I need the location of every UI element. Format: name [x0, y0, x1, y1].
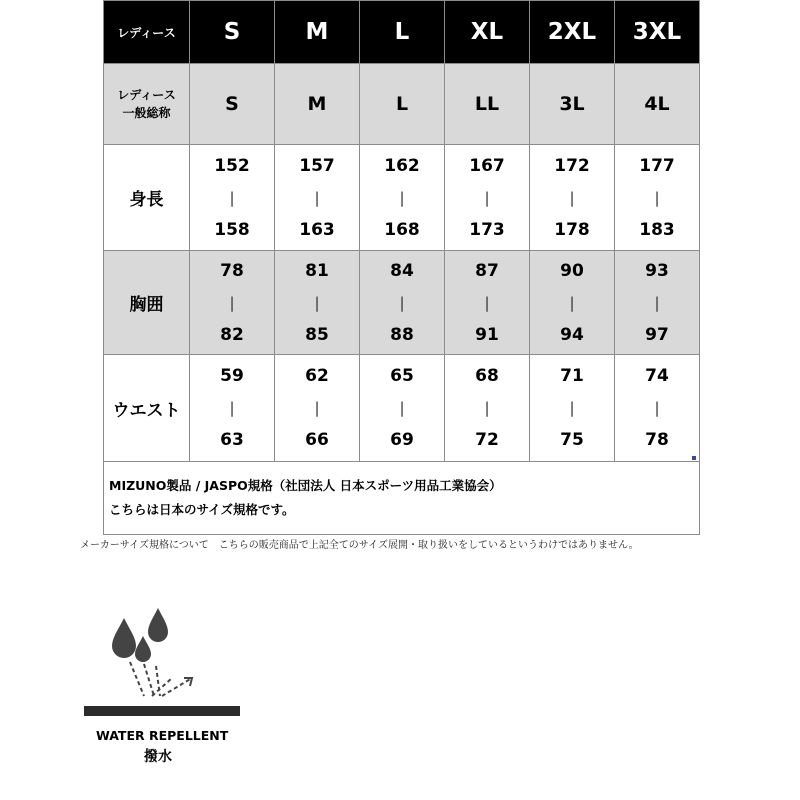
note-line1: MIZUNO製品 / JASPO規格（社団法人 日本スポーツ用品工業協会）	[109, 478, 502, 493]
range-min: 172	[554, 155, 590, 176]
range-min: 90	[560, 260, 584, 281]
water-repellent-sub: 撥水	[144, 749, 172, 765]
range-min: 81	[305, 260, 329, 281]
range-max: 163	[299, 219, 335, 240]
height-row	[104, 145, 700, 251]
header-size-m: M	[275, 1, 360, 64]
range-min: 59	[220, 366, 244, 386]
measurement-label: 胸囲	[104, 251, 190, 355]
measurement-label: ウエスト	[104, 355, 190, 462]
range-max: 72	[475, 430, 499, 450]
range-max: 82	[220, 324, 244, 345]
range-separator: |	[569, 188, 575, 207]
corner-marker	[692, 456, 696, 460]
range-min: 157	[299, 155, 335, 176]
range-cell	[530, 251, 615, 355]
range-cell	[360, 355, 445, 462]
range-separator: |	[229, 293, 235, 312]
general-size-cell: L	[360, 64, 445, 145]
range-max: 69	[390, 430, 414, 450]
range-separator: |	[484, 399, 490, 417]
waist-row	[104, 355, 700, 462]
bust-row	[104, 251, 700, 355]
range-cell	[615, 251, 700, 355]
range-min: 71	[560, 366, 584, 386]
water-repellent-label: WATER REPELLENT	[96, 728, 229, 743]
range-separator: |	[654, 188, 660, 207]
range-max: 75	[560, 430, 584, 450]
range-min: 62	[305, 366, 329, 386]
general-size-cell: LL	[445, 64, 530, 145]
general-size-cell: 3L	[530, 64, 615, 145]
size-chart-table	[103, 0, 700, 535]
range-separator: |	[399, 188, 405, 207]
range-min: 177	[639, 155, 675, 176]
range-separator: |	[314, 399, 320, 417]
range-cell	[360, 145, 445, 251]
range-separator: |	[654, 399, 660, 417]
header-size-l: L	[360, 1, 445, 64]
size-header-row	[104, 1, 700, 64]
range-max: 85	[305, 324, 329, 345]
general-size-cell: M	[275, 64, 360, 145]
range-cell	[615, 145, 700, 251]
general-size-cell: S	[190, 64, 275, 145]
header-size-xl: XL	[445, 1, 530, 64]
general-label-line1: レディース	[117, 88, 176, 102]
range-min: 78	[220, 260, 244, 281]
general-size-cell: 4L	[615, 64, 700, 145]
water-drops-icon	[82, 600, 242, 728]
range-separator: |	[229, 399, 235, 417]
header-label: レディース	[104, 1, 190, 64]
range-cell	[275, 145, 360, 251]
general-label	[104, 64, 190, 145]
range-max: 66	[305, 430, 329, 450]
range-separator: |	[654, 293, 660, 312]
range-cell	[275, 355, 360, 462]
note-cell	[104, 462, 700, 535]
range-separator: |	[569, 293, 575, 312]
range-cell	[360, 251, 445, 355]
range-cell	[445, 251, 530, 355]
header-size-3xl: 3XL	[615, 1, 700, 64]
range-separator: |	[399, 399, 405, 417]
range-cell	[190, 145, 275, 251]
range-min: 87	[475, 260, 499, 281]
range-min: 65	[390, 366, 414, 386]
range-min: 162	[384, 155, 420, 176]
range-cell	[275, 251, 360, 355]
range-min: 167	[469, 155, 505, 176]
range-cell	[445, 355, 530, 462]
range-max: 97	[645, 324, 669, 345]
range-min: 68	[475, 366, 499, 386]
range-min: 152	[214, 155, 250, 176]
range-max: 183	[639, 219, 675, 240]
range-min: 93	[645, 260, 669, 281]
range-cell	[190, 251, 275, 355]
general-label-line2: 一般総称	[122, 106, 171, 120]
water-repellent-badge	[82, 600, 242, 770]
range-separator: |	[314, 293, 320, 312]
range-min: 74	[645, 366, 669, 386]
range-cell	[190, 355, 275, 462]
header-size-s: S	[190, 1, 275, 64]
range-max: 173	[469, 219, 505, 240]
range-cell	[615, 355, 700, 462]
range-separator: |	[484, 188, 490, 207]
range-min: 84	[390, 260, 414, 281]
range-separator: |	[314, 188, 320, 207]
range-max: 88	[390, 324, 414, 345]
range-separator: |	[569, 399, 575, 417]
range-max: 78	[645, 430, 669, 450]
range-separator: |	[484, 293, 490, 312]
range-max: 178	[554, 219, 590, 240]
footnote: メーカーサイズ規格について こちらの販売商品で上記全てのサイズ展開・取り扱いをしているというわけではありません。	[80, 540, 639, 551]
measurement-label: 身長	[104, 145, 190, 251]
range-cell	[445, 145, 530, 251]
range-max: 63	[220, 430, 244, 450]
range-separator: |	[399, 293, 405, 312]
range-max: 91	[475, 324, 499, 345]
header-size-2xl: 2XL	[530, 1, 615, 64]
range-cell	[530, 145, 615, 251]
note-row	[104, 462, 700, 535]
range-separator: |	[229, 188, 235, 207]
general-size-row	[104, 64, 700, 145]
range-max: 168	[384, 219, 420, 240]
range-cell	[530, 355, 615, 462]
range-max: 94	[560, 324, 584, 345]
note-line2: こちらは日本のサイズ規格です。	[109, 502, 295, 517]
range-max: 158	[214, 219, 250, 240]
